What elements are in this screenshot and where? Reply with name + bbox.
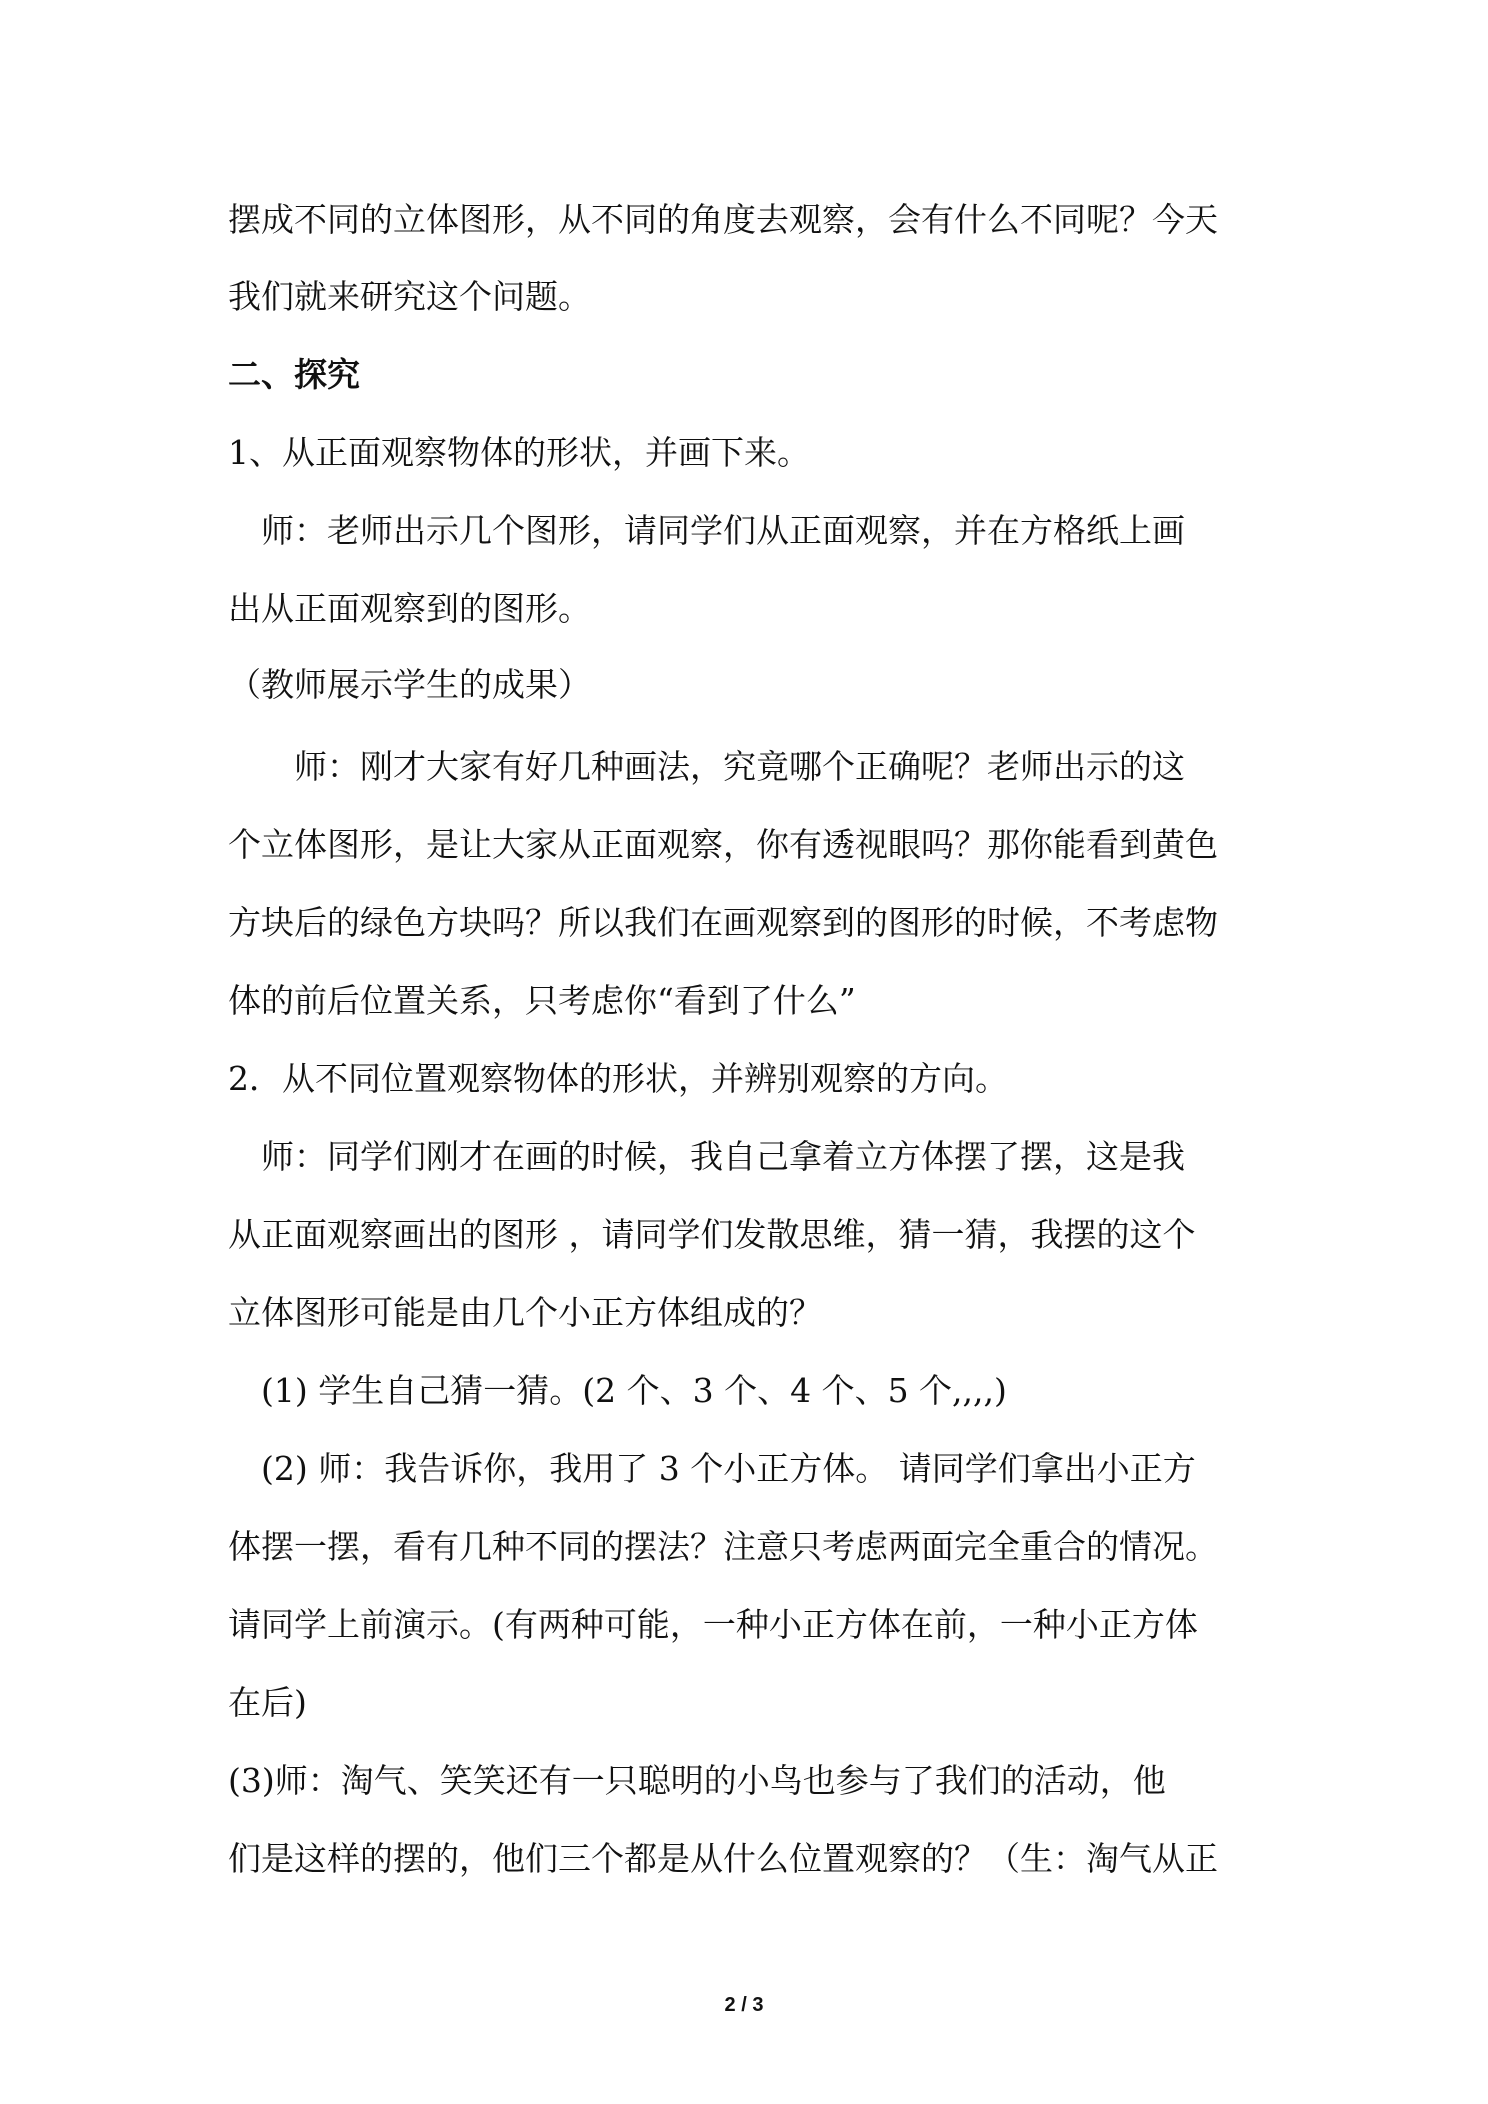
paragraph-line: 摆成不同的立体图形，从不同的角度去观察，会有什么不同呢？今天	[228, 200, 1218, 239]
subsection-heading: 2．从不同位置观察物体的形状，并辨别观察的方向。	[228, 1059, 1008, 1098]
paragraph-line: 出从正面观察到的图形。	[228, 589, 591, 628]
paragraph-line: (1) 学生自己猜一猜。(2 个、3 个、4 个、5 个,,,,)	[228, 1371, 1007, 1410]
paragraph-line: 方块后的绿色方块吗？所以我们在画观察到的图形的时候，不考虑物	[228, 903, 1218, 942]
paragraph-line: 师：刚才大家有好几种画法，究竟哪个正确呢？老师出示的这	[228, 747, 1185, 786]
paragraph-line: 立体图形可能是由几个小正方体组成的？	[228, 1293, 822, 1332]
paragraph-line: 师：老师出示几个图形，请同学们从正面观察，并在方格纸上画	[228, 511, 1185, 550]
section-heading: 二、探究	[228, 355, 360, 394]
paragraph-line: 从正面观察画出的图形 ，请同学们发散思维，猜一猜，我摆的这个	[228, 1215, 1196, 1254]
page-number: 2 / 3	[724, 1994, 764, 2016]
paragraph-line: 们是这样的摆的，他们三个都是从什么位置观察的？（生：淘气从正	[228, 1839, 1218, 1878]
paragraph-line: 体的前后位置关系，只考虑你“看到了什么”	[228, 981, 856, 1020]
subsection-heading: 1、从正面观察物体的形状，并画下来。	[228, 433, 810, 472]
paragraph-line: 师：同学们刚才在画的时候，我自己拿着立方体摆了摆，这是我	[228, 1137, 1185, 1176]
paragraph-line: （教师展示学生的成果）	[228, 665, 591, 704]
paragraph-line: 个立体图形，是让大家从正面观察，你有透视眼吗？那你能看到黄色	[228, 825, 1218, 864]
paragraph-line: 体摆一摆，看有几种不同的摆法？注意只考虑两面完全重合的情况。	[228, 1527, 1218, 1566]
paragraph-line: (3)师：淘气、笑笑还有一只聪明的小鸟也参与了我们的活动，他	[228, 1761, 1166, 1800]
paragraph-line: 请同学上前演示。(有两种可能，一种小正方体在前，一种小正方体	[228, 1605, 1198, 1644]
paragraph-line: 我们就来研究这个问题。	[228, 277, 591, 316]
paragraph-line: (2) 师：我告诉你，我用了 3 个小正方体。 请同学们拿出小正方	[228, 1449, 1196, 1488]
paragraph-line: 在后)	[228, 1683, 307, 1722]
